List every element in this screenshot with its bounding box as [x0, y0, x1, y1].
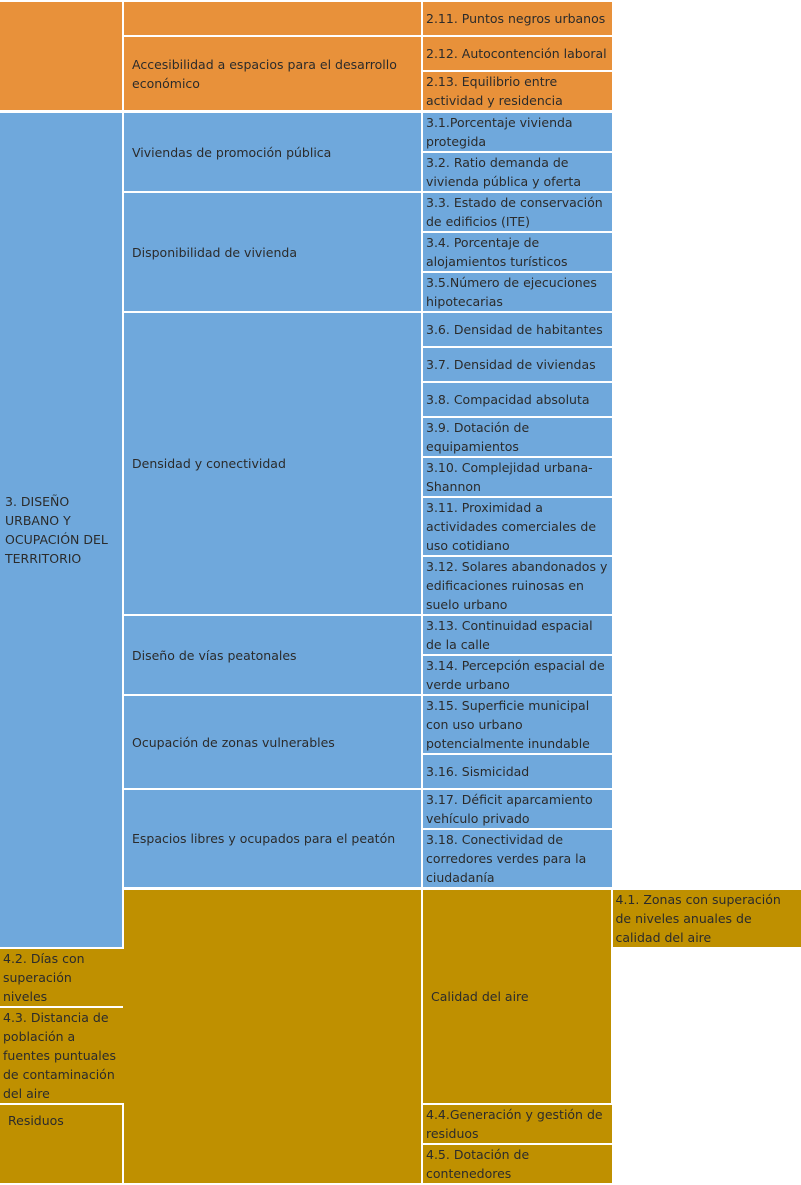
- section-cell: [0, 1, 123, 112]
- indicator-cell: 2.11. Puntos negros urbanos: [422, 1, 612, 36]
- indicator-cell: 4.1. Zonas con superación de niveles anuales de calidad del aire: [612, 889, 801, 949]
- indicator-cell: 3.6. Densidad de habitantes: [422, 312, 612, 347]
- indicator-cell: 3.13. Continuidad espacial de la calle: [422, 615, 612, 655]
- table-row: [0, 112, 801, 153]
- indicator-cell: 3.18. Conectividad de corredores verdes para la ciudadanía: [422, 829, 612, 889]
- indicator-cell: 3.1.Porcentaje vivienda protegida: [422, 112, 612, 153]
- indicator-cell: 3.15. Superficie municipal con uso urbano potencialmente inundable: [422, 695, 612, 754]
- indicator-cell: 3.2. Ratio demanda de vivienda pública y oferta: [422, 152, 612, 192]
- indicator-cell: 3.7. Densidad de viviendas: [422, 347, 612, 382]
- subsection-cell: Densidad y conectividad: [123, 312, 422, 615]
- indicator-cell: 3.9. Dotación de equipamientos: [422, 417, 612, 457]
- indicator-cell: 3.4. Porcentaje de alojamientos turísticos: [422, 232, 612, 272]
- subsection-cell: Diseño de vías peatonales: [123, 615, 422, 695]
- indicator-cell: 3.10. Complejidad urbana- Shannon: [422, 457, 612, 497]
- subsection-cell: [123, 1, 422, 36]
- indicator-cell: 3.12. Solares abandonados y edificaciones ruinosas en suelo urbano: [422, 556, 612, 615]
- subsection-cell: Viviendas de promoción pública: [123, 112, 422, 193]
- subsection-cell: Residuos: [0, 1104, 123, 1184]
- indicator-cell: 4.2. Días con superación niveles: [0, 948, 123, 1007]
- subsection-cell: Ocupación de zonas vulnerables: [123, 695, 422, 789]
- indicator-cell: 4.5. Dotación de contenedores: [422, 1144, 612, 1184]
- subsection-cell: Disponibilidad de vivienda: [123, 192, 422, 312]
- subsection-cell: Espacios libres y ocupados para el peatón: [123, 789, 422, 889]
- indicator-cell: 3.17. Déficit aparcamiento vehículo privado: [422, 789, 612, 829]
- section-title-cell: 3. DISEÑO URBANO Y OCUPACIÓN DEL TERRITORIO: [0, 112, 123, 949]
- subsection-cell: Accesibilidad a espacios para el desarrollo económico: [123, 36, 422, 112]
- table-row: [0, 1, 801, 36]
- indicator-cell: 3.3. Estado de conservación de edificios (ITE): [422, 192, 612, 232]
- indicator-cell: 2.12. Autocontención laboral: [422, 36, 612, 71]
- indicator-cell: 4.4.Generación y gestión de residuos: [422, 1104, 612, 1144]
- indicator-cell: 3.14. Percepción espacial de verde urbano: [422, 655, 612, 695]
- indicator-cell: 3.8. Compacidad absoluta: [422, 382, 612, 417]
- indicator-cell: 3.5.Número de ejecuciones hipotecarias: [422, 272, 612, 312]
- subsection-cell: Calidad del aire: [422, 889, 612, 1105]
- indicator-cell: 3.11. Proximidad a actividades comerciales de uso cotidiano: [422, 497, 612, 556]
- indicator-cell: 2.13. Equilibrio entre actividad y residencia: [422, 71, 612, 112]
- section-cell: [123, 889, 422, 1185]
- indicator-cell: 3.16. Sismicidad: [422, 754, 612, 789]
- indicator-cell: 4.3. Distancia de población a fuentes puntuales de contaminación del aire: [0, 1007, 123, 1104]
